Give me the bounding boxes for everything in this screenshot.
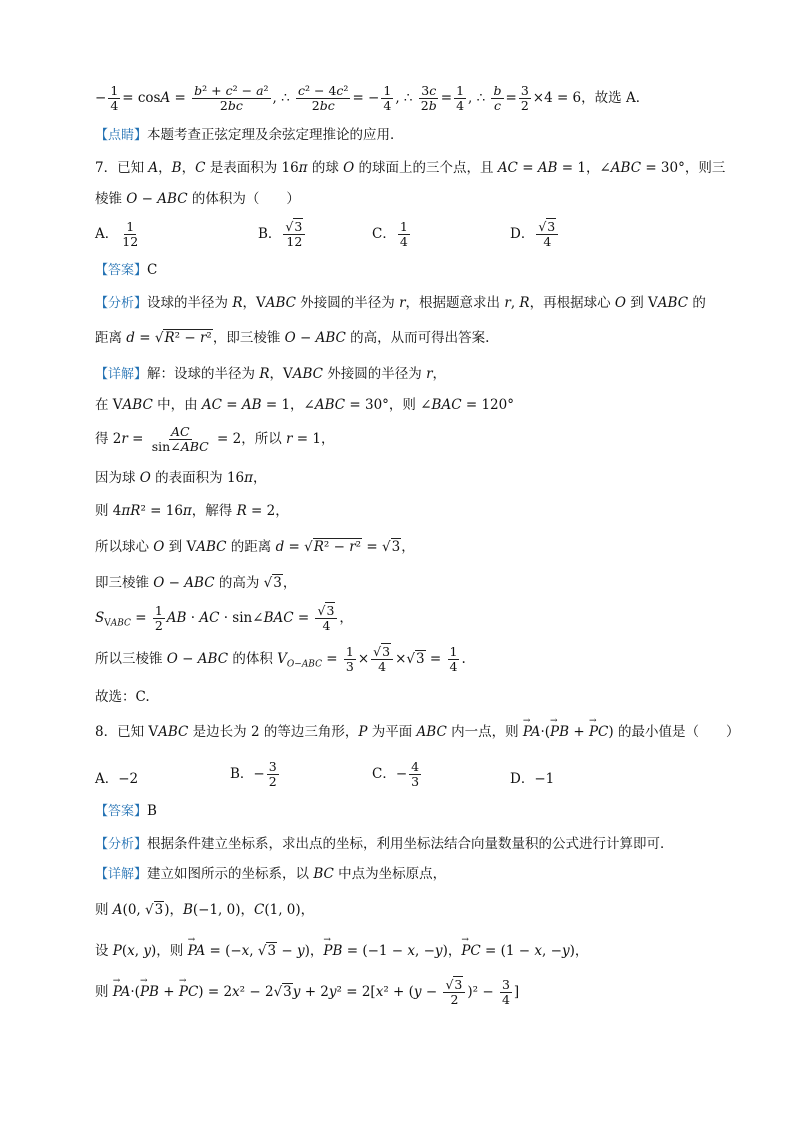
q8-option-c[interactable]: C．− $\frac{4}{3}$ <box>372 759 420 789</box>
q7-answer-line <box>95 262 157 279</box>
detail-tag: 【详解】 <box>95 867 148 882</box>
q7-detail-line-4: 因为球 O 的表面积为 16π， <box>95 470 267 486</box>
q8-answer-line <box>95 803 157 820</box>
q7-answer-value: C <box>147 262 158 278</box>
q8-option-d[interactable]: D．−1 <box>510 771 555 787</box>
q7-detail-line-10: 故选：C. <box>95 689 150 705</box>
q8-answer-value: B <box>147 803 157 819</box>
analysis-tag: 【分析】 <box>95 837 148 852</box>
q7-option-d[interactable]: D． $\frac{√3}{4}$ <box>510 220 560 249</box>
comment-tag: 【点睛】 <box>95 128 148 143</box>
q7-stem-line-2: 棱锥 O − ABC 的体积为（ ） <box>95 191 300 207</box>
q8-option-b[interactable]: B．− $\frac{3}{2}$ <box>230 759 277 789</box>
q8-detail-line-3: 设 P(x, y)，则 → PA = (−x, √3 − y)，→ PB = (−1 − x, −y)，→ PC = (1 − x, −y)， <box>95 943 588 959</box>
analysis-tag: 【分析】 <box>95 296 148 311</box>
q8-analysis-line <box>95 836 674 853</box>
formula-line-1: − $\frac{1}{4}$ = cosA = $\frac{\text{b² + c² − a²}}{2bc}$ , ∴ $\frac{\text{c² − 4c²}}{2bc}$ = − $\frac{1}{4}$ , ∴ $\frac{3c}{2b}$ = $\frac{1}{4}$ , ∴ $\frac{b}{c}$ = $\frac{3}{2}$ ×4 = 6，故选 A． <box>95 83 650 113</box>
q7-analysis-line-2: 距离 d = √R² − r²，即三棱锥 O − ABC 的高，从而可得出答案. <box>95 330 490 346</box>
q8-detail-line-4: 则 → PA·(→ PB + → PC) = 2x² − 2√3y + 2y² = 2[x² + (y − $\frac{√3}{2}$ )² − $\frac{3}{4}$ ] <box>95 978 519 1007</box>
q7-detail-line-2: 在 VABC 中，由 AC = AB = 1，∠ABC = 30°，则 ∠BAC = 120° <box>95 397 514 413</box>
q7-stem-line-1: 7．已知 A，B，C 是表面积为 16π 的球 O 的球面上的三个点，且 AC = AB = 1，∠ABC = 30°，则三 <box>95 160 726 176</box>
q8-detail-line-2: 则 A(0, √3)，B(−1, 0)，C(1, 0)， <box>95 902 315 918</box>
detail-tag: 【详解】 <box>95 367 148 382</box>
q7-option-c[interactable]: C． $\frac{1}{4}$ <box>372 219 408 249</box>
q8-option-a[interactable]: A．−2 <box>95 771 139 787</box>
q7-detail-line-5: 则 4πR² = 16π，解得 R = 2， <box>95 503 289 519</box>
q7-option-b[interactable]: B． $\frac{√3}{12}$ <box>258 220 307 249</box>
q7-detail-line-6: 所以球心 O 到 VABC 的距离 d = √R² − r² = √3， <box>95 539 415 555</box>
answer-tag: 【答案】 <box>95 804 148 819</box>
q8-stem: 8．已知 VABC 是边长为 2 的等边三角形，P 为平面 ABC 内一点，则 → PA·(→ PB + → PC) 的最小值是（ ） <box>95 724 739 740</box>
q8-analysis-text: 根据条件建立坐标系，求出点的坐标，利用坐标法结合向量数量积的公式进行计算即可． <box>147 836 674 852</box>
q7-analysis-line-1: 【分析】设球的半径为 R，VABC 外接圆的半径为 r，根据题意求出 r, R，再根据球心 O 到 VABC 的 <box>95 295 706 311</box>
q7-detail-line-1: 【详解】解：设球的半径为 R，VABC 外接圆的半径为 r， <box>95 366 447 382</box>
comment-text: 本题考查正弦定理及余弦定理推论的应用． <box>147 127 404 143</box>
q7-detail-line-9: 所以三棱锥 O − ABC 的体积 $V_{O-ABC}$ = $\frac{1}{3}$ × $\frac{√3}{4}$ ×√3 = $\frac{1}{4}$ . <box>95 644 466 674</box>
answer-tag: 【答案】 <box>95 263 148 278</box>
q7-detail-line-7: 即三棱锥 O − ABC 的高为 √3， <box>95 575 297 591</box>
comment-line <box>95 127 404 144</box>
q8-detail-line-1: 【详解】建立如图所示的坐标系，以 BC 中点为坐标原点， <box>95 866 447 882</box>
q7-option-a[interactable]: A． $\frac{1}{12}$ <box>95 219 139 249</box>
q7-detail-line-3: 得 2r = $\frac{AC}{\text{sin∠ABC}}$ = 2，所以 r = 1， <box>95 424 335 454</box>
q7-detail-line-8: $S_{VABC}$ = $\frac{1}{2}$ AB · AC · sin∠BAC = $\frac{√3}{4}$ ， <box>95 603 353 633</box>
